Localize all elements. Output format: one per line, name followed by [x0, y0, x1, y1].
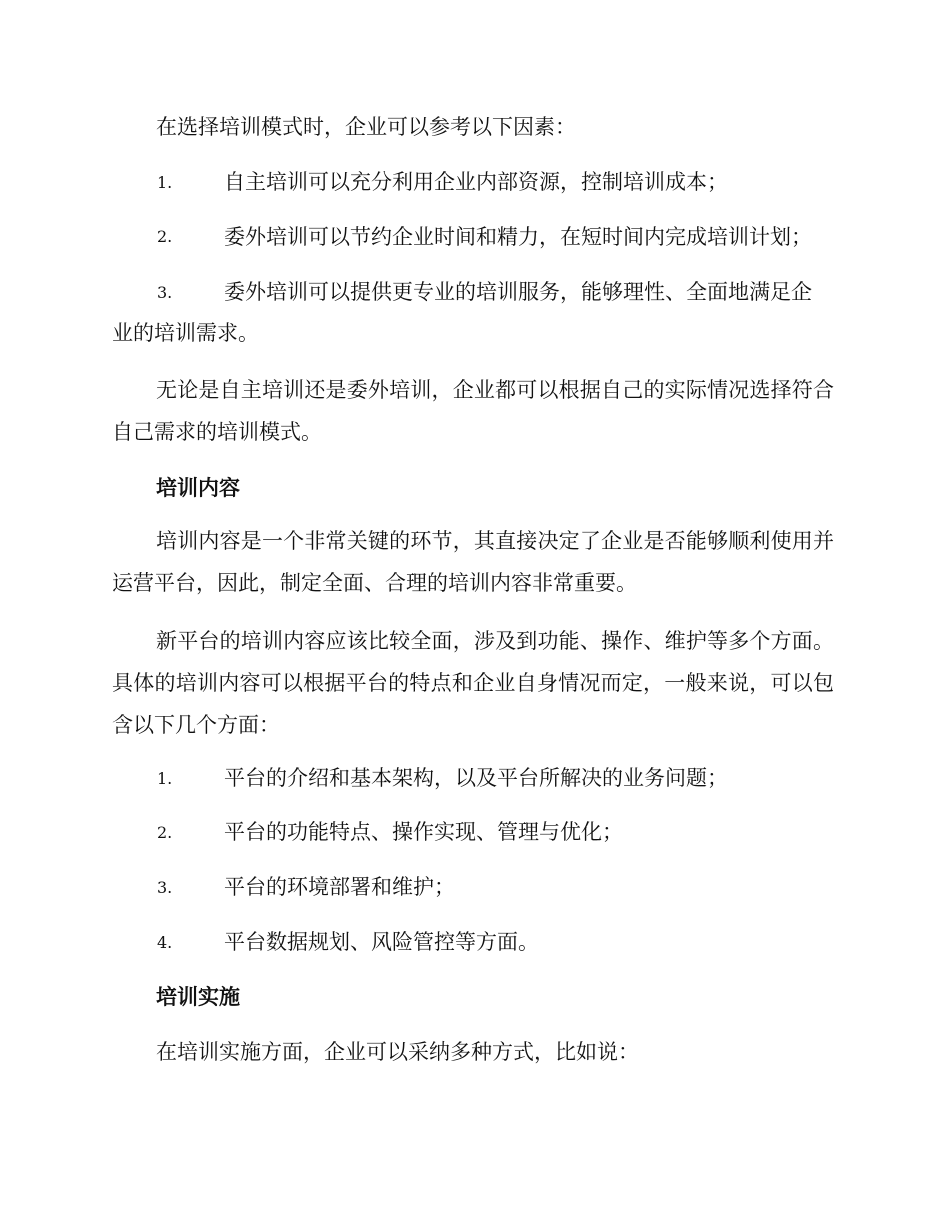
- content-paragraph-2: 新平台的培训内容应该比较全面，涉及到功能、操作、维护等多个方面。具体的培训内容可以根据平台的特点和企业自身情况而定，一般来说，可以包含以下几个方面：: [112, 629, 834, 737]
- list-number: 3.: [157, 878, 173, 897]
- list-item-continuation: 业的培训需求。: [112, 321, 259, 345]
- content-paragraph-1: 培训内容是一个非常关键的环节，其直接决定了企业是否能够顺利使用并运营平台，因此，制定全面、合理的培训内容非常重要。: [112, 529, 834, 595]
- list-item-text: 委外培训可以提供更专业的培训服务，能够理性、全面地满足企: [224, 280, 812, 304]
- list-item-text: 自主培训可以充分利用企业内部资源，控制培训成本；: [224, 170, 728, 194]
- list-item-text: 平台的功能特点、操作实现、管理与优化；: [224, 820, 623, 844]
- list-number: 2.: [157, 227, 173, 246]
- list-item-text: 平台的环境部署和维护；: [224, 875, 455, 899]
- section-heading-content: 培训内容: [156, 475, 240, 500]
- list-number: 3.: [157, 283, 173, 302]
- implementation-paragraph-1: 在培训实施方面，企业可以采纳多种方式，比如说：: [156, 1040, 639, 1064]
- list-number: 1.: [157, 769, 173, 788]
- list-number: 4.: [157, 933, 173, 952]
- list-item-text: 平台数据规划、风险管控等方面。: [224, 930, 539, 954]
- section-heading-implementation: 培训实施: [156, 984, 240, 1009]
- list-number: 2.: [157, 823, 173, 842]
- list-item-text: 平台的介绍和基本架构，以及平台所解决的业务问题；: [224, 766, 728, 790]
- summary-paragraph: 无论是自主培训还是委外培训，企业都可以根据自己的实际情况选择符合自己需求的培训模式。: [112, 378, 834, 444]
- list-number: 1.: [157, 173, 173, 192]
- intro-paragraph: 在选择培训模式时，企业可以参考以下因素：: [156, 115, 576, 139]
- list-item-text: 委外培训可以节约企业时间和精力，在短时间内完成培训计划；: [224, 225, 812, 249]
